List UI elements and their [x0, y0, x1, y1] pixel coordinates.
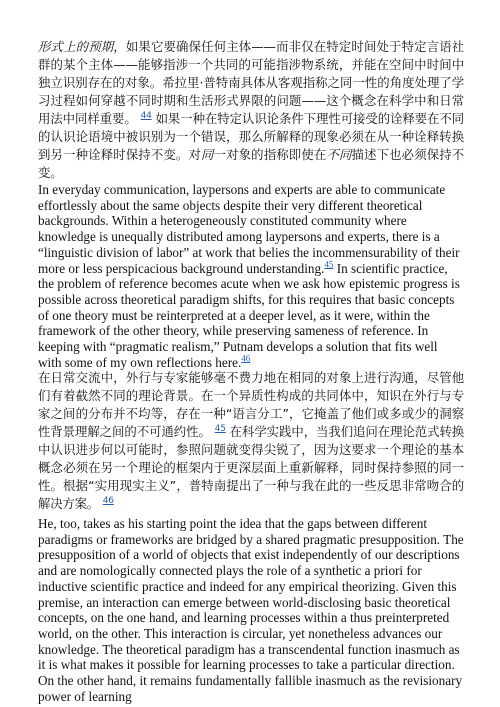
- chinese-paragraph-1: [38, 38, 464, 182]
- english-paragraph-1: [38, 182, 464, 370]
- footnote-link-46[interactable]: 46: [241, 353, 251, 364]
- footnote-link-46[interactable]: 46: [102, 495, 114, 506]
- footnote-link-45[interactable]: 45: [324, 259, 334, 270]
- paragraph-text: 一对象的指称即使在: [213, 147, 327, 162]
- footnote-link-44[interactable]: 44: [140, 110, 152, 121]
- paragraph-text: In scientific practice, the problem of reference becomes acute when we ask how epistemic progress is possible across theoretical paradigm shifts, for this requires that basic concepts of one theory must be reinterpreted at a deeper level, as it were, within the framework of the other theory, while preserving sameness of reference. In keeping with “pragmatic realism,” Putnam develops a solution that fits well with some of my own reflections here.: [38, 260, 460, 370]
- chinese-paragraph-2: [38, 369, 464, 513]
- english-paragraph-2: [38, 516, 464, 704]
- paragraph-text: 如果一种在特定认识论条件下理性可接受的诠释要在不同的认识论语境中被识别为一个错误，那么所解释的现象必须在从一种诠释转换到另一种诠释时保持不变。对: [38, 111, 464, 162]
- emphasized-text: 不同: [326, 147, 352, 162]
- paragraph-text: 描述下也必须保持不变。: [38, 147, 464, 180]
- paragraph-text: In everyday communication, laypersons and experts are able to communicate effortlessly about the same objects despite their very different theoretical backgrounds. Within a heterogeneously constituted community where knowledge is unequally distributed among laypersons and experts, there is a “linguistic division of labor” at work that belies the incommensurability of their more or less perspicacious background understanding.: [38, 182, 460, 276]
- emphasized-text: 同: [201, 147, 214, 162]
- paragraph-text: 在日常交流中，外行与专家能够毫不费力地在相同的对象上进行沟通，尽管他们有着截然不同的理论背景。在一个异质性构成的共同体中，知识在外行与专家之间的分布并不均等，存在一种“语言分工”，它掩盖了他们或多或少的洞察性背景理解之间的不可通约性。: [38, 370, 464, 439]
- emphasized-text: 形式上的预期: [38, 39, 114, 54]
- footnote-link-45[interactable]: 45: [214, 423, 226, 434]
- paragraph-text: ，如果它要确保任何主体——而非仅在特定时间处于特定言语社群的某个主体——能够指涉一个共同的可能指涉物系统，并能在空间中时间中独立识别存在的对象。希拉里·普特南具体从客观指称之同一性的角度处理了学习过程如何穿越不同时期和生活形式界限的问题——这个概念在科学中和日常用法中同样重要。: [38, 39, 464, 126]
- paragraph-text: 在科学实践中，当我们追问在理论范式转换中认识进步何以可能时，参照问题就变得尖锐了，因为这要求一个理论的基本概念必须在另一个理论的框架内于更深层面上重新解释，同时保持参照的同一性。根据“实用现实主义”，普特南提出了一种与我在此的一些反思非常吻合的解决方案。: [38, 424, 464, 511]
- paragraph-text: He, too, takes as his starting point the idea that the gaps between different paradigms or frameworks are bridged by a shared pragmatic presupposition. The presupposition of a world of objects that exist independently of our descriptions and are nomologically connected plays the role of a synthetic a priori for inductive scientific practice and indeed for any empirical theorizing. Given this premise, an interaction can emerge between world-disclosing basic theoretical concepts, on the one hand, and learning processes within a thus preinterpreted world, on the other. This interaction is circular, yet nonetheless advances our knowledge. The theoretical paradigm has a transcendental function inasmuch as it is what makes it possible for learning processes to take a particular direction. On the other hand, it remains fundamentally fallible inasmuch as the revisionary power of learning: [38, 516, 464, 704]
